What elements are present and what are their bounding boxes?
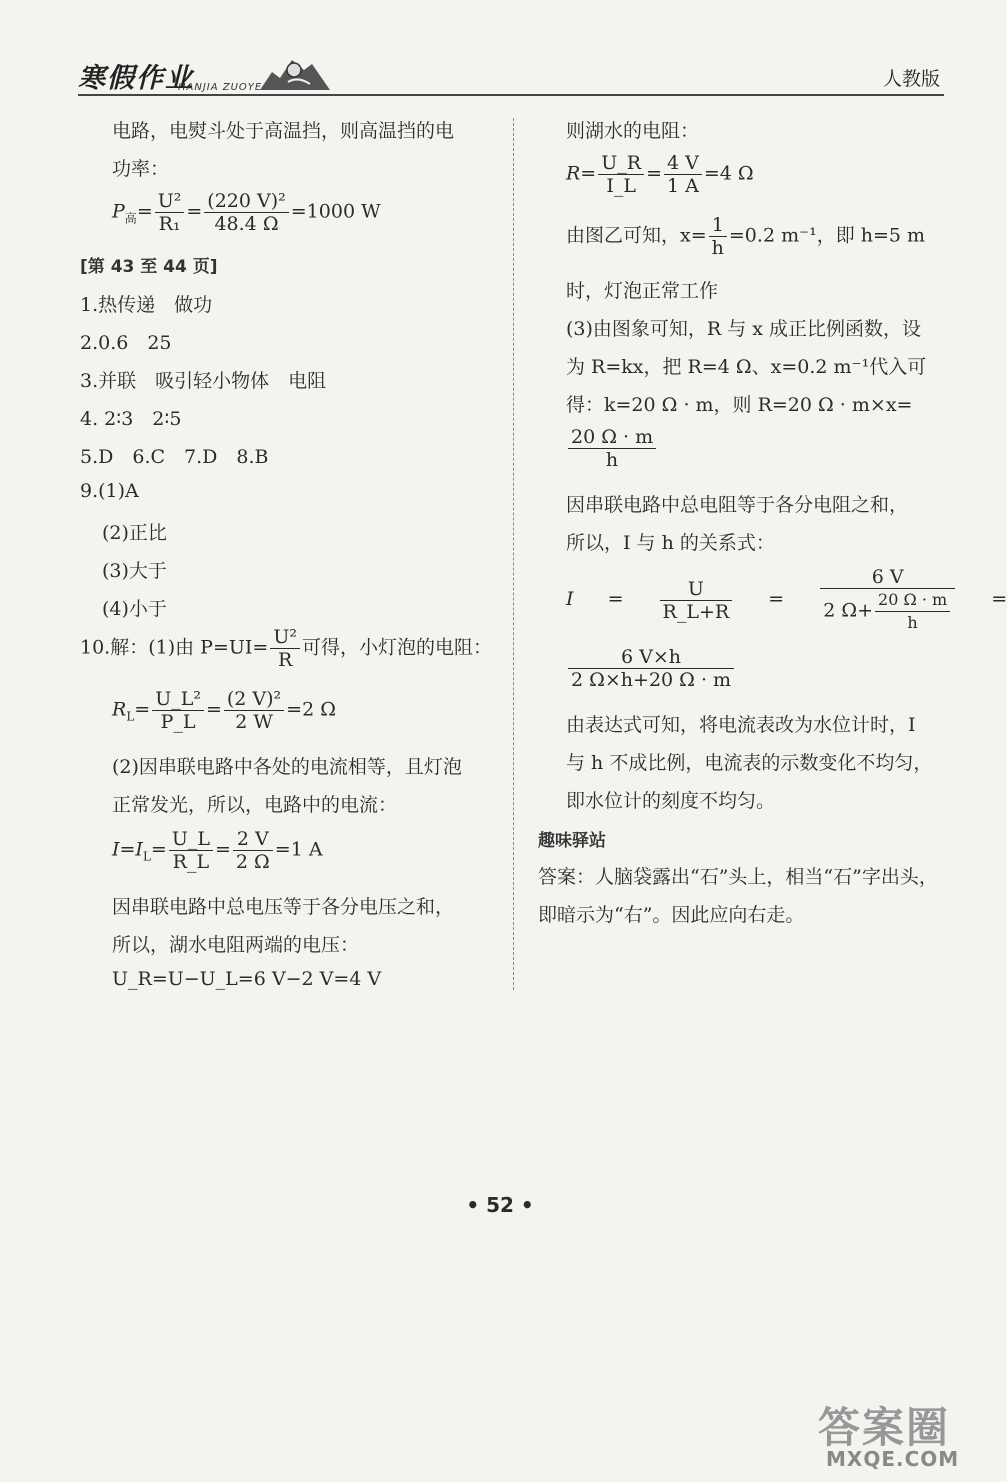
math-result: =2 Ω [286, 698, 336, 721]
fraction-num: 1 [709, 214, 727, 237]
text-line: 因串联电路中总电阻等于各分电阻之和， [566, 494, 909, 516]
text-span: =0.2 m⁻¹，即 h=5 m [728, 224, 926, 247]
edition-label: 人教版 [882, 68, 940, 90]
fraction-den: 2 W [235, 711, 273, 733]
fraction [664, 152, 702, 197]
math-operator: = [136, 200, 153, 223]
math-symbol: P [112, 200, 125, 223]
text-line: 所以，湖水电阻两端的电压： [112, 934, 360, 956]
fraction [820, 566, 955, 634]
watermark-logo [808, 1395, 990, 1475]
text-line: 功率： [112, 158, 170, 180]
watermark-text: 答案圈 [818, 1403, 951, 1452]
text-line: 即暗示为“右”。因此应向右走。 [538, 904, 805, 926]
text-line: 因串联电路中总电压等于各分电压之和， [112, 896, 455, 918]
fraction-num: 6 V×h [568, 646, 734, 669]
equation-power-high: $P_高=$ $\frac{\text{U²}}{\text{R₁}}$ = $\frac{\text{(220 V)²}}{48.4 \Omega}$ =1000 W [112, 190, 381, 235]
fraction-num: 20 Ω · m [568, 426, 656, 449]
answer-9: 9.(1)A [80, 480, 139, 502]
fraction-num: U_R [598, 152, 644, 175]
text-span: 10.解：(1)由 P=UI= [80, 636, 269, 659]
math-symbol: R [112, 698, 127, 721]
answer-1: 1.热传递 做功 [80, 294, 213, 316]
fraction [270, 626, 300, 671]
text-line: 时，灯泡正常工作 [566, 280, 719, 302]
answer-9-4: (4)小于 [102, 598, 167, 620]
fraction [875, 589, 950, 634]
math-operator: = [991, 588, 1007, 610]
equation-bulb-resistance: $R_L=$ $\frac{\text{U\_L²}}{P\_L}$ = $\frac{\text{(2 V)²}}{2 W}$ =2 Ω [112, 688, 336, 733]
equation-current: $I=I_L=$ $\frac{U\_L}{R\_L}$ = $\frac{2 V}{2 \Omega}$ =1 A [112, 828, 323, 873]
fraction [233, 828, 273, 873]
fraction-den: R₁ [158, 213, 181, 235]
fraction-num: U² [270, 626, 300, 649]
fraction [709, 214, 727, 259]
text-span: 2 Ω+ [823, 599, 874, 622]
math-subscript: 高 [124, 211, 137, 226]
fraction-num: 6 V [820, 566, 955, 589]
equation-current-final [566, 646, 736, 691]
fraction-den: 2 Ω×h+20 Ω · m [571, 669, 732, 691]
answer-9-2: (2)正比 [102, 522, 167, 544]
fraction [169, 828, 213, 873]
text-line: 正常发光，所以，电路中的电流： [112, 794, 398, 816]
book-title: 寒假作业 [78, 63, 194, 94]
fraction-num: (2 V)² [224, 688, 284, 711]
answer-4: 4. 2∶3 2∶5 [80, 408, 182, 430]
equation-voltage: U_R=U−U_L=6 V−2 V=4 V [112, 968, 382, 990]
answer-10-intro [80, 626, 492, 671]
fraction-den: h [907, 613, 918, 632]
fraction [660, 578, 733, 623]
math-result: =1000 W [290, 200, 381, 223]
math-subscript: L [126, 709, 135, 724]
fraction-den: h [711, 237, 724, 259]
fraction [204, 190, 288, 235]
fraction [155, 190, 185, 235]
math-operator: = [768, 588, 785, 610]
fraction [152, 688, 204, 733]
book-subtitle: HANJIA ZUOYE [178, 82, 263, 93]
fraction-den: R_L [172, 851, 210, 873]
fraction-den: 1 A [666, 175, 699, 197]
text-line: 得：k=20 Ω · m，则 R=20 Ω · m×x= [566, 394, 913, 416]
fraction-num: U [660, 578, 733, 601]
answer-3: 3.并联 吸引轻小物体 电阻 [80, 370, 327, 392]
left-column [78, 0, 508, 1000]
equation-current-h [566, 566, 1007, 634]
text-line: 所以，I 与 h 的关系式： [566, 532, 775, 554]
math-result: =1 A [274, 838, 323, 861]
watermark-url: MXQE.COM [826, 1447, 960, 1471]
fraction-num: U_L² [152, 688, 204, 711]
fraction-den: 2 Ω [235, 851, 270, 873]
math-symbol: I [566, 588, 574, 610]
text-line: 由表达式可知，将电流表改为水位计时，I [566, 714, 916, 736]
math-operator: = [607, 588, 624, 610]
fraction-num: 20 Ω · m [875, 589, 950, 612]
text-line-with-fraction [566, 214, 925, 259]
equation-lake-resistance: R= $\frac{U\_R}{I\_L}$ = $\frac{4 V}{1 A}$ =4 Ω [566, 152, 754, 197]
text-line: 为 R=kx，把 R=4 Ω、x=0.2 m⁻¹代入可 [566, 356, 927, 378]
fraction-den: R [277, 649, 293, 671]
math-symbol: I=I [112, 838, 143, 861]
fraction-den: h [605, 449, 619, 471]
math-result: =4 Ω [703, 162, 754, 185]
text-line: 答案：人脑袋露出“石”头上，相当“石”字出头， [538, 866, 938, 888]
fraction-num: U² [155, 190, 185, 213]
right-column [536, 0, 1007, 1000]
fraction-num: (220 V)² [204, 190, 288, 213]
fraction-num: 2 V [233, 828, 273, 851]
column-divider [513, 118, 514, 990]
fraction-num: 4 V [664, 152, 702, 175]
text-line: 则湖水的电阻： [566, 120, 700, 142]
section-heading: [第 43 至 44 页] [80, 257, 218, 277]
fraction [568, 646, 734, 691]
fraction-den: 48.4 Ω [214, 213, 279, 235]
fraction-line [566, 426, 658, 471]
text-line: 与 h 不成比例，电流表的示数变化不均匀， [566, 752, 933, 774]
math-subscript: L [142, 849, 151, 864]
fraction [568, 426, 656, 471]
page-number: • 52 • [466, 1193, 534, 1217]
fun-section-heading: 趣味驿站 [538, 831, 606, 851]
fraction-den: I_L [606, 175, 636, 197]
text-line: 电路，电熨斗处于高温挡，则高温挡的电 [112, 120, 455, 142]
text-span: 由图乙可知，x= [566, 224, 707, 247]
text-span: 可得，小灯泡的电阻： [301, 636, 492, 659]
text-line: (3)由图象可知，R 与 x 成正比例函数，设 [566, 318, 922, 340]
fraction [598, 152, 644, 197]
fraction-den [820, 589, 955, 634]
fraction-den: P_L [160, 711, 196, 733]
answer-9-3: (3)大于 [102, 560, 167, 582]
fraction-num: U_L [169, 828, 213, 851]
answer-2: 2.0.6 25 [80, 332, 172, 354]
text-line: 即水位计的刻度不均匀。 [566, 790, 776, 812]
math-symbol: R= [566, 162, 597, 185]
text-line: (2)因串联电路中各处的电流相等，且灯泡 [112, 756, 462, 778]
answer-5-8: 5.D 6.C 7.D 8.B [80, 446, 269, 468]
fraction [224, 688, 284, 733]
fraction-den: R_L+R [662, 600, 730, 623]
